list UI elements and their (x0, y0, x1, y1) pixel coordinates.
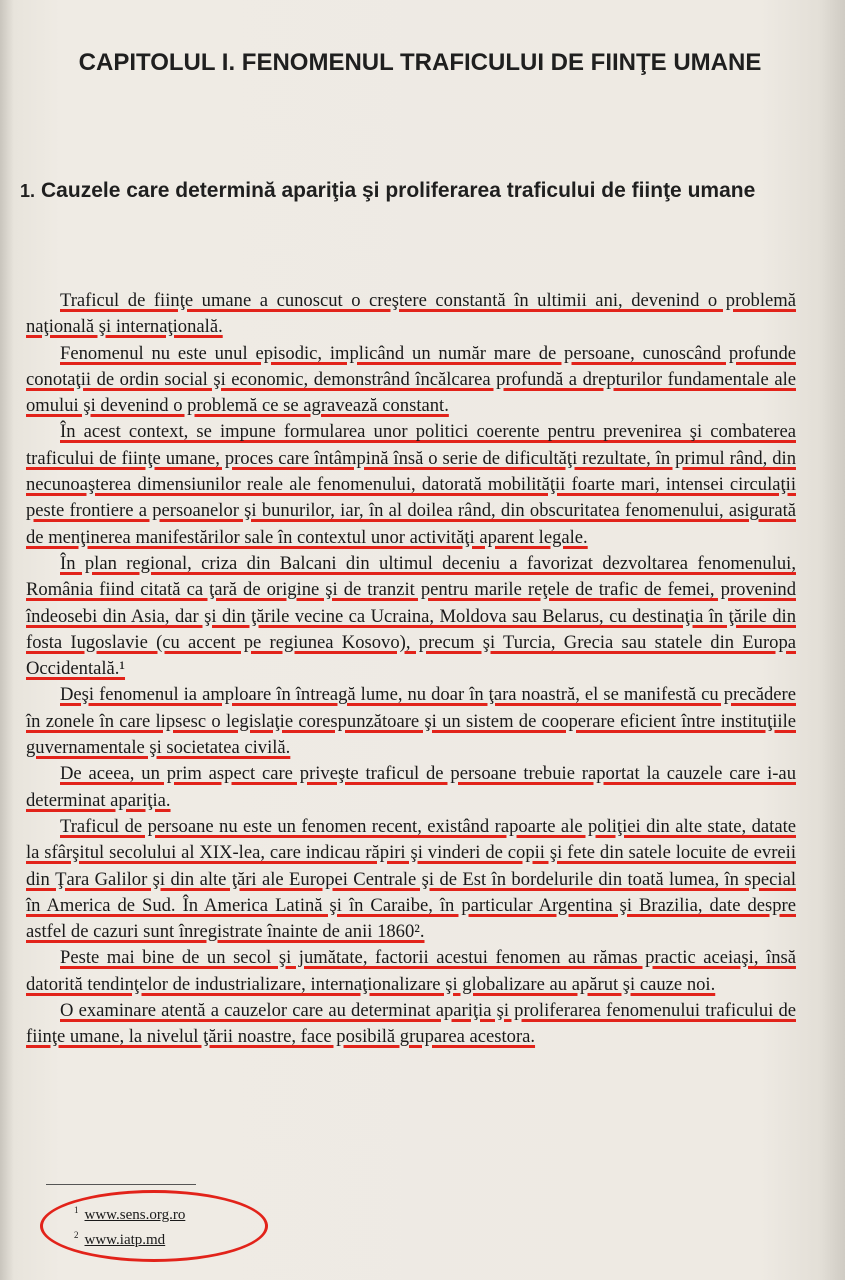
body-text (26, 288, 796, 1051)
paragraph (26, 341, 796, 420)
footnote-link[interactable]: www.iatp.md (84, 1232, 166, 1248)
red-circle-annotation (40, 1190, 268, 1262)
section-heading (20, 174, 810, 208)
paragraph-text: Fenomenul nu este unul episodic, implicând un număr mare de persoane, cunoscând profunde conotaţii de ordin social şi economic, demonstrând încălcarea profundă a drepturilor fundamentale ale omului şi devenind o problemă ce se agravează constant. (26, 342, 796, 417)
section-number: 1. (20, 181, 36, 201)
paragraph (26, 945, 796, 998)
paragraph-text: Deşi fenomenul ia amploare în întreagă lume, nu doar în ţara noastră, el se manifestă cu precădere în zonele în care lipsesc o legislaţie corespunzătoare şi un sistem de cooperare eficient între instituţiile guvernamentale şi societatea civilă. (26, 684, 796, 759)
paragraph-text: Peste mai bine de un secol şi jumătate, factorii acestui fenomen au rămas practic aceiaşi, însă datorită tendinţelor de industrializare, internaţionalizare şi globalizare au apărut şi cauze noi. (26, 947, 796, 995)
paragraph-text: În acest context, se impune formularea unor politici coerente pentru prevenirea şi combaterea traficului de fiinţe umane, proces care întâmpină însă o serie de dificultăţi rezultate, în primul rând, din necunoaşterea dimensiunilor reale ale fenomenului, datorată mobilităţii foarte mari, intensei circulaţii peste frontiere a persoanelor şi bunurilor, iar, în al doilea rând, din obscuritatea fenomenului, asigurată de menţinerea manifestărilor sale în contextul unor activităţi aparent legale. (26, 421, 796, 548)
footnote-mark: 1 (74, 1205, 79, 1215)
footnote-mark: 2 (74, 1230, 79, 1240)
paragraph-text: Traficul de persoane nu este un fenomen recent, existând rapoarte ale poliţiei din alte state, datate la sfârşitul secolului al XIX-lea, care indicau răpiri şi vinderi de copii şi fete din satele locuite de evreii din Ţara Galilor şi din alte ţări ale Europei Centrale şi de Est în bordelurile din toată lumea, în special în America de Sud. În America Latină şi în Caraibe, în particular Argentina şi Brazilia, date despre astfel de cazuri sunt înregistrate înainte de anii 1860². (26, 815, 796, 943)
paragraph-text: De aceea, un prim aspect care priveşte traficul de persoane trebuie raportat la cauzele care i-au determinat apariţia. (26, 763, 796, 811)
paragraph (26, 761, 796, 814)
paragraph-text: Traficul de fiinţe umane a cunoscut o creştere constantă în ultimii ani, devenind o problemă naţională şi internaţională. (26, 290, 796, 338)
paragraph (26, 288, 796, 341)
paragraph (26, 419, 796, 550)
section-title: Cauzele care determină apariţia şi proliferarea traficului de fiinţe umane (41, 179, 756, 202)
paragraph (26, 814, 796, 945)
paragraph-text: O examinare atentă a cauzelor care au determinat apariţia şi proliferarea fenomenului traficului de fiinţe umane, la nivelul ţării noastre, face posibilă gruparea acestora. (26, 1000, 796, 1048)
footnote-link[interactable]: www.sens.org.ro (84, 1207, 186, 1223)
paragraph (26, 998, 796, 1051)
paragraph (26, 682, 796, 761)
paragraph (26, 551, 796, 682)
chapter-title: CAPITOLUL I. FENOMENUL TRAFICULUI DE FIINŢE UMANE (78, 49, 762, 76)
footnote-separator (46, 1184, 196, 1185)
paragraph-text: În plan regional, criza din Balcani din ultimul deceniu a favorizat dezvoltarea fenomenului, România fiind citată ca ţară de origine şi de tranzit pentru marile reţele de trafic de femei, provenind îndeosebi din Asia, dar şi din ţările vecine ca Ucraina, Moldova sau Belarus, cu destinaţia în ţările din fosta Iugoslavie (cu accent pe regiunea Kosovo), precum şi Turcia, Grecia sau statele din Europa Occidentală.¹ (26, 552, 796, 680)
